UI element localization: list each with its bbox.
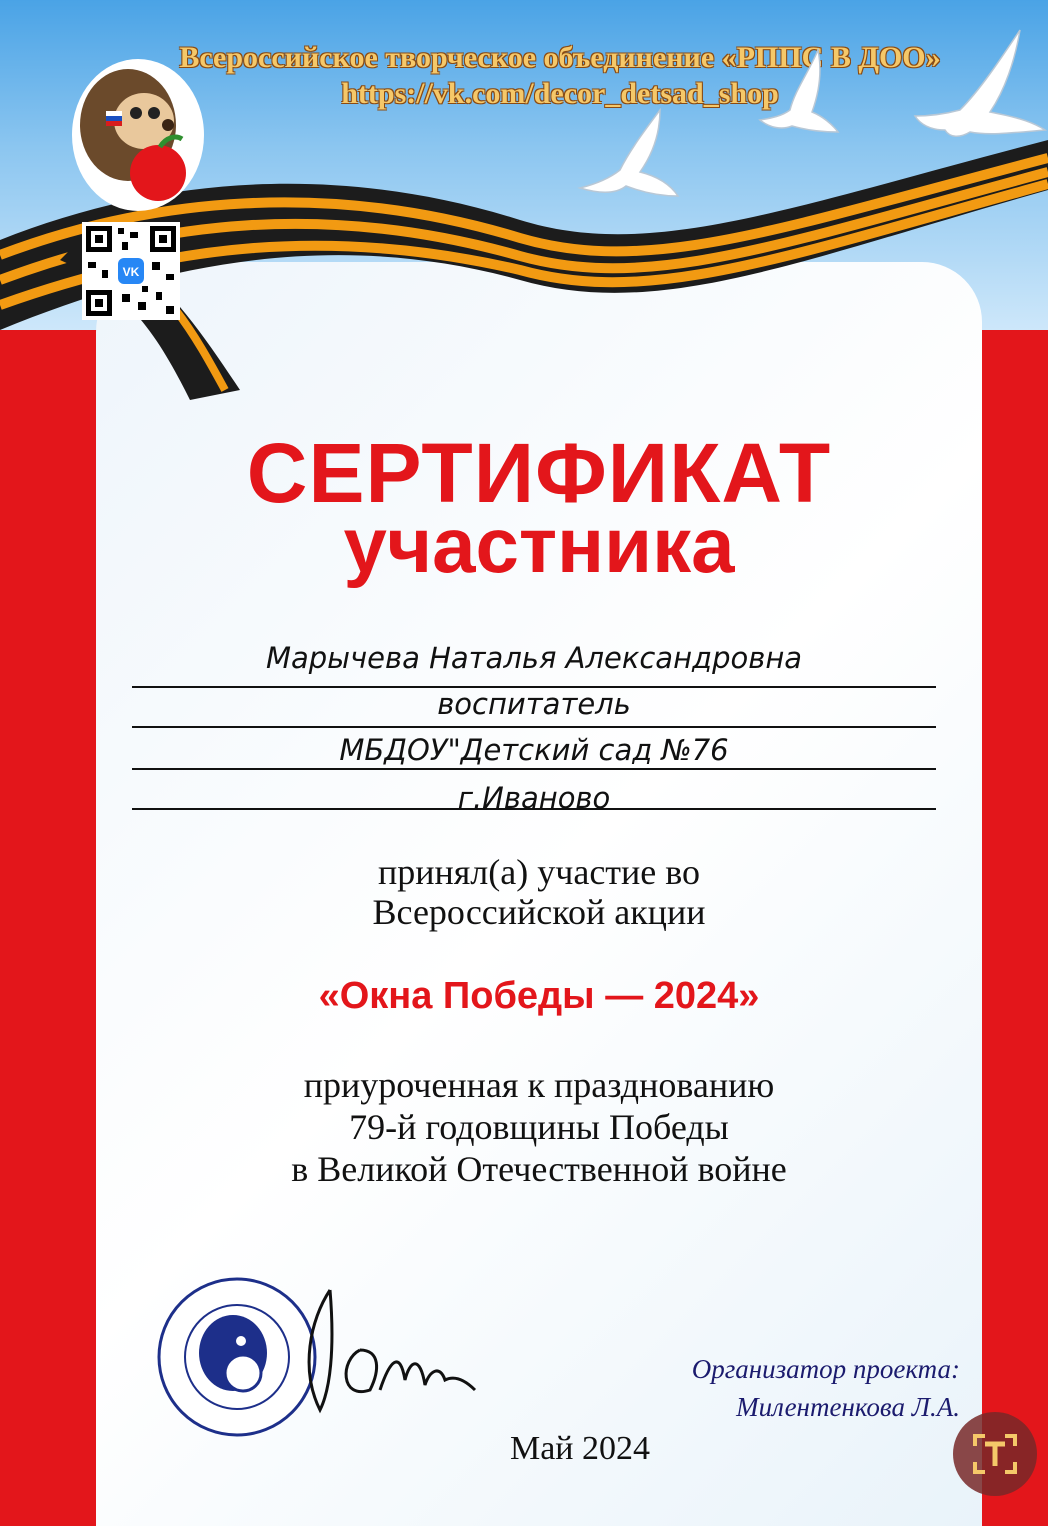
participant-institution: МБДОУ"Детский сад №76 [132,732,936,770]
vk-icon [118,258,144,284]
header-url[interactable]: https://vk.com/decor_detsad_shop [341,77,779,110]
organizer-name: Милентенкова Л.А. [736,1392,960,1422]
svg-text:VK: VK [122,265,140,279]
hedgehog-logo-icon [68,55,208,215]
participant-name: Марычева Наталья Александровна [132,640,936,688]
header-organization: Всероссийское творческое объединение «РППС В ДОО» [179,41,941,74]
action-name: «Окна Победы — 2024» [318,975,760,1017]
participant-position: воспитатель [132,688,936,728]
body-line-5: в Великой Отечественной войне [291,1149,787,1189]
body-line-4: 79-й годовщины Победы [349,1107,729,1147]
participant-city: г.Иваново [132,778,936,810]
signature-icon [290,1280,480,1430]
body-line-2: Всероссийской акции [372,892,706,932]
organizer-block [620,1350,960,1426]
certificate-title: СЕРТИФИКАТ [246,426,832,520]
certificate-subtitle: участника [343,501,735,589]
qr-code-icon[interactable] [82,222,180,320]
text-scan-icon [953,1412,1037,1496]
body-line-3: приуроченная к празднованию [303,1065,775,1105]
organizer-label: Организатор проекта: [691,1354,960,1384]
certificate-date: Май 2024 [509,1430,651,1467]
body-line-1: принял(а) участие во [377,852,701,892]
dove-icon [560,20,1048,240]
text-scan-button[interactable] [953,1412,1037,1496]
